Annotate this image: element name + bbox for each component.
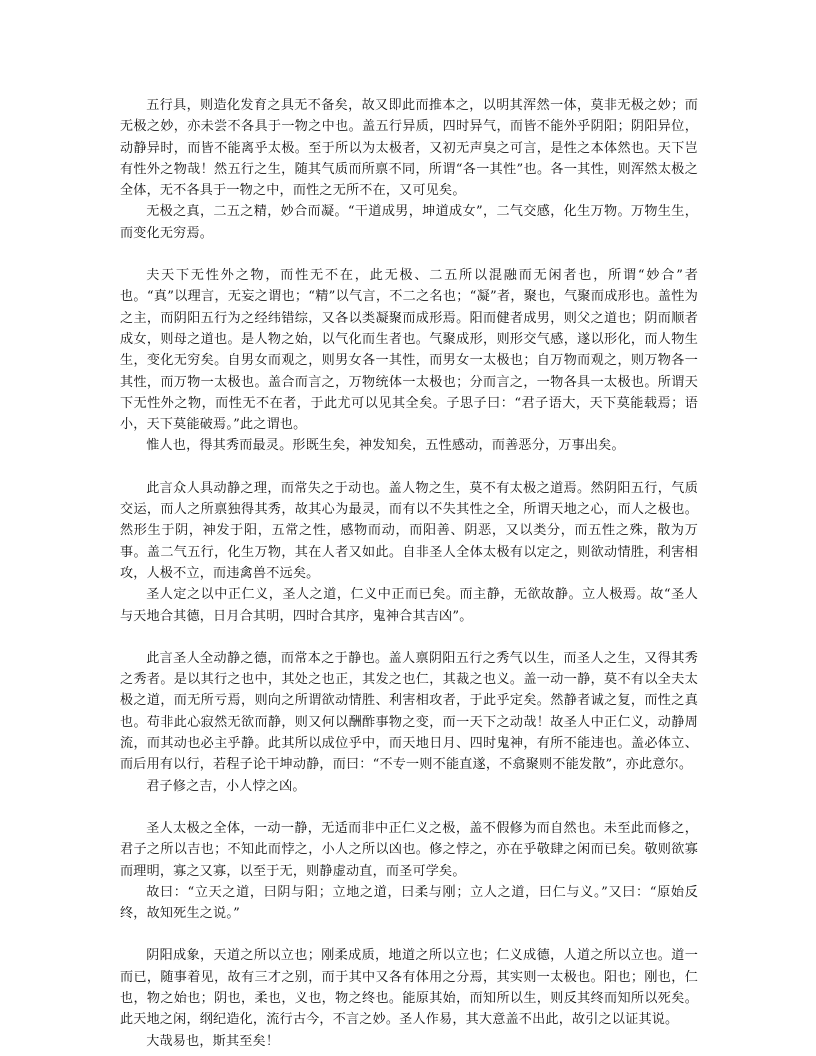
section-spacer (120, 244, 698, 265)
document-body (120, 95, 698, 1052)
paragraph-3: 夫天下无性外之物，而性无不在，此无极、二五所以混融而无闲者也，所谓“妙合”者也。“真”以理言，无妄之谓也；“精”以气言，不二之名也；“凝”者，聚也，气聚而成形也。盖性为之主，而阴阳五行为之经纬错综，又各以类凝聚而成形焉。阳而健者成男，则父之道也；阴而顺者成女，则母之道也。是人物之始，以气化而生者也。气聚成形，则形交气感，遂以形化，而人物生生，变化无穷矣。自男女而观之，则男女各一其性，而男女一太极也；自万物而观之，则万物各一其性，而万物一太极也。盖合而言之，万物统体一太极也；分而言之，一物各具一太极也。所谓天下无性外之物，而性无不在者，于此尤可以见其全矣。子思子曰：“君子语大，天下莫能载焉；语小，天下莫能破焉。”此之谓也。 (120, 268, 698, 433)
paragraph-7: 此言圣人全动静之德，而常本之于静也。盖人禀阴阳五行之秀气以生，而圣人之生，又得其秀之秀者。是以其行之也中，其处之也正，其发之也仁，其裁之也义。盖一动一静，莫不有以全夫太极之道，而无所亏焉，则向之所谓欲动情胜、利害相攻者，于此乎定矣。然静者诚之复，而性之真也。苟非此心寂然无欲而静，则又何以酬酢事物之变，而一天下之动哉！故圣人中正仁义，动静周流，而其动也必主乎静。此其所以成位乎中，而天地日月、四时鬼神，有所不能违也。盖必体立、而后用有以行，若程子论干坤动静，而曰：“不专一则不能直遂，不翕聚则不能发散”，亦此意尔。 (120, 650, 698, 773)
paragraph-11: 阴阳成象，天道之所以立也；刚柔成质，地道之所以立也；仁义成德，人道之所以立也。道一而已，随事着见，故有三才之别，而于其中又各有体用之分焉，其实则一太极也。阳也；刚也，仁也，物之始也；阴也，柔也，义也，物之终也。能原其始，而知所以生，则反其终而知所以死矣。此天地之闲，纲纪造化，流行古今，不言之妙。圣人作易，其大意盖不出此，故引之以证其说。 (120, 948, 698, 1028)
section-spacer (120, 457, 698, 478)
paragraph-2: 无极之真，二五之精，妙合而凝。“干道成男，坤道成女”，二气交感，化生万物。万物生生，而变化无穷焉。 (120, 204, 698, 241)
section-spacer (120, 924, 698, 945)
paragraph-4: 惟人也，得其秀而最灵。形既生矣，神发知矣，五性感动，而善恶分，万事出矣。 (146, 438, 625, 454)
section-spacer (120, 797, 698, 818)
paragraph-6: 圣人定之以中正仁义，圣人之道，仁义中正而已矣。而主静，无欲故静。立人极焉。故“圣人与天地合其德，日月合其明，四时合其序，鬼神合其吉凶”。 (120, 587, 698, 624)
paragraph-9: 圣人太极之全体，一动一静，无适而非中正仁义之极，盖不假修为而自然也。未至此而修之，君子之所以吉也；不知此而悖之，小人之所以凶也。修之悖之，亦在乎敬肆之闲而已矣。敬则欲寡而理明，寡之又寡，以至于无，则静虚动直，而圣可学矣。 (120, 820, 698, 879)
paragraph-1: 五行具，则造化发育之具无不备矣，故又即此而推本之，以明其浑然一体，莫非无极之妙；而无极之妙，亦未尝不各具于一物之中也。盖五行异质，四时异气，而皆不能外乎阴阳；阴阳异位，动静异时，而皆不能离乎太极。至于所以为太极者，又初无声臭之可言，是性之本体然也。天下岂有性外之物哉！然五行之生，随其气质而所禀不同，所谓“各一其性”也。各一其性，则浑然太极之全体，无不各具于一物之中，而性之无所不在，又可见矣。 (120, 98, 698, 199)
paragraph-8: 君子修之吉，小人悖之凶。 (146, 778, 306, 794)
paragraph-5: 此言众人具动静之理，而常失之于动也。盖人物之生，莫不有太极之道焉。然阴阳五行，气质交运，而人之所禀独得其秀，故其心为最灵，而有以不失其性之全，所谓天地之心，而人之极也。然形生于阴，神发于阳，五常之性，感物而动，而阳善、阴恶，又以类分，而五性之殊，散为万事。盖二气五行，化生万物，其在人者又如此。自非圣人全体太极有以定之，则欲动情胜，利害相攻，人极不立，而违禽兽不远矣。 (120, 480, 698, 581)
section-spacer (120, 627, 698, 648)
paragraph-12: 大哉易也，斯其至矣！ (146, 1033, 280, 1049)
paragraph-10: 故曰：“立天之道，曰阴与阳；立地之道，曰柔与刚；立人之道，曰仁与义。”又曰：“原始反终，故知死生之说。” (120, 884, 698, 922)
